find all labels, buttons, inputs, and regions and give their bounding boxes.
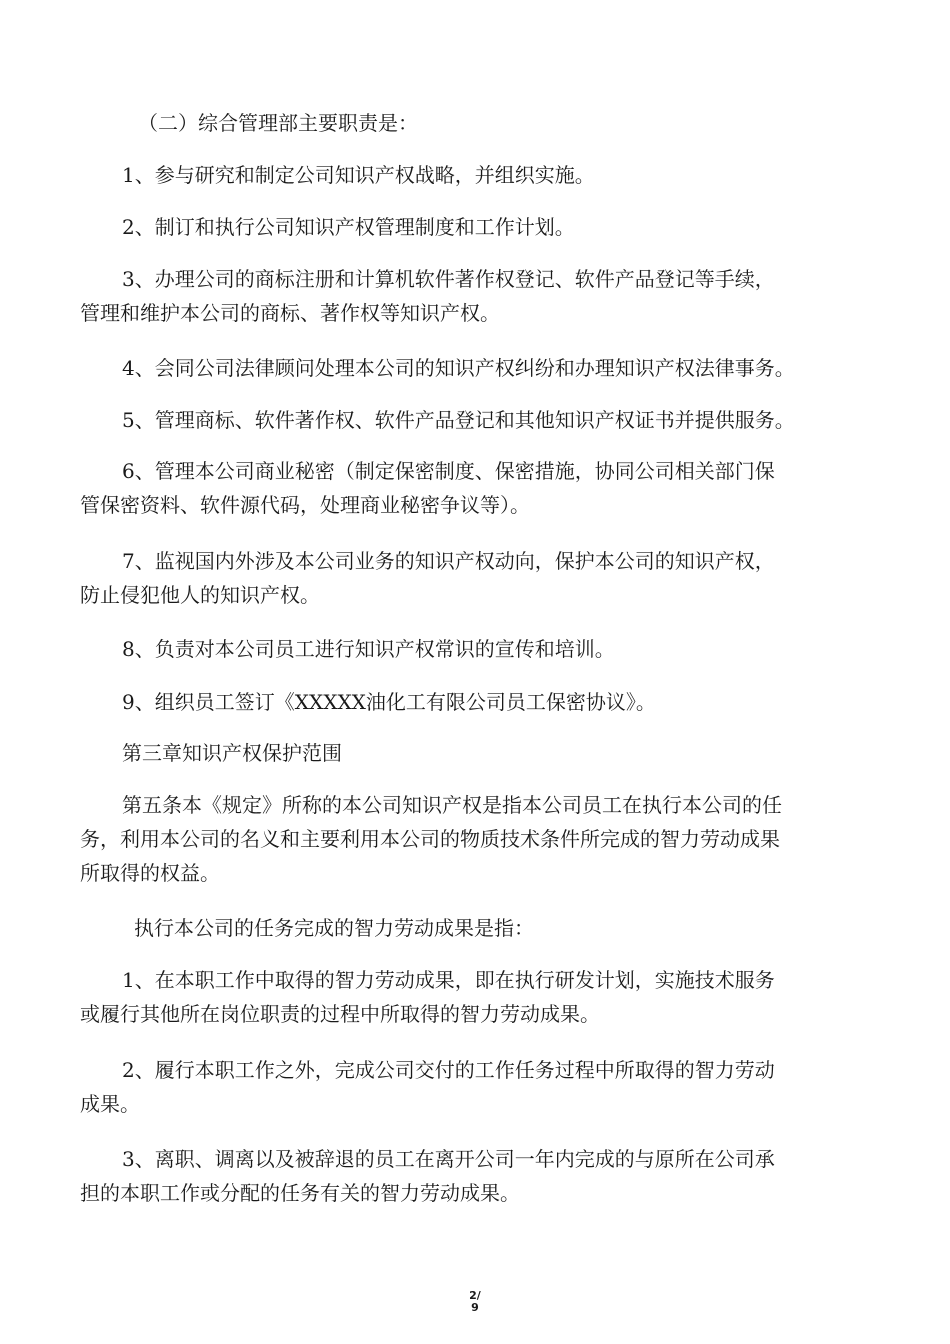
text-line: 2、制订和执行公司知识产权管理制度和工作计划。 (122, 215, 575, 239)
paragraph (80, 106, 870, 140)
text-line: 或履行其他所在岗位职责的过程中所取得的智力劳动成果。 (80, 1002, 600, 1026)
text-line: 第三章知识产权保护范围 (122, 741, 342, 765)
text-line: 9、组织员工签订《XXXXX油化工有限公司员工保密协议》。 (122, 690, 656, 714)
paragraph (80, 210, 870, 244)
paragraph (80, 911, 870, 945)
page-number (0, 1290, 950, 1314)
text-line: （二）综合管理部主要职责是： (138, 111, 418, 135)
paragraph (80, 963, 870, 1031)
text-line: 执行本公司的任务完成的智力劳动成果是指： (134, 916, 534, 940)
text-line: 管保密资料、软件源代码，处理商业秘密争议等）。 (80, 493, 530, 517)
chapter-heading (80, 736, 870, 770)
text-line: 3、办理公司的商标注册和计算机软件著作权登记、软件产品登记等手续， (122, 267, 775, 291)
text-line: 6、管理本公司商业秘密（制定保密制度、保密措施，协同公司相关部门保 (122, 459, 775, 483)
text-line: 所取得的权益。 (80, 861, 220, 885)
paragraph (80, 632, 870, 666)
text-line: 3、离职、调离以及被辞退的员工在离开公司一年内完成的与原所在公司承 (122, 1147, 775, 1171)
paragraph (80, 262, 870, 330)
paragraph (80, 544, 870, 612)
text-line: 2、履行本职工作之外，完成公司交付的工作任务过程中所取得的智力劳动 (122, 1058, 775, 1082)
text-line: 7、监视国内外涉及本公司业务的知识产权动向，保护本公司的知识产权， (122, 549, 775, 573)
text-line: 防止侵犯他人的知识产权。 (80, 583, 320, 607)
paragraph (80, 788, 870, 890)
text-line: 第五条本《规定》所称的本公司知识产权是指本公司员工在执行本公司的任 (122, 793, 782, 817)
page-number-total: 9 (471, 1301, 479, 1314)
page-number-current: 2/ (469, 1289, 481, 1302)
paragraph (80, 454, 870, 522)
paragraph (80, 351, 870, 385)
text-line: 务，利用本公司的名义和主要利用本公司的物质技术条件所完成的智力劳动成果 (80, 827, 780, 851)
paragraph (80, 685, 870, 719)
text-line: 担的本职工作或分配的任务有关的智力劳动成果。 (80, 1181, 520, 1205)
paragraph (80, 403, 870, 437)
paragraph (80, 1053, 870, 1121)
text-line: 1、参与研究和制定公司知识产权战略，并组织实施。 (122, 163, 595, 187)
paragraph (80, 158, 870, 192)
paragraph (80, 1142, 870, 1210)
text-line: 5、管理商标、软件著作权、软件产品登记和其他知识产权证书并提供服务。 (122, 408, 795, 432)
text-line: 成果。 (80, 1092, 140, 1116)
text-line: 管理和维护本公司的商标、著作权等知识产权。 (80, 301, 500, 325)
text-line: 8、负责对本公司员工进行知识产权常识的宣传和培训。 (122, 637, 615, 661)
text-line: 4、会同公司法律顾问处理本公司的知识产权纠纷和办理知识产权法律事务。 (122, 356, 795, 380)
text-line: 1、在本职工作中取得的智力劳动成果，即在执行研发计划，实施技术服务 (122, 968, 775, 992)
